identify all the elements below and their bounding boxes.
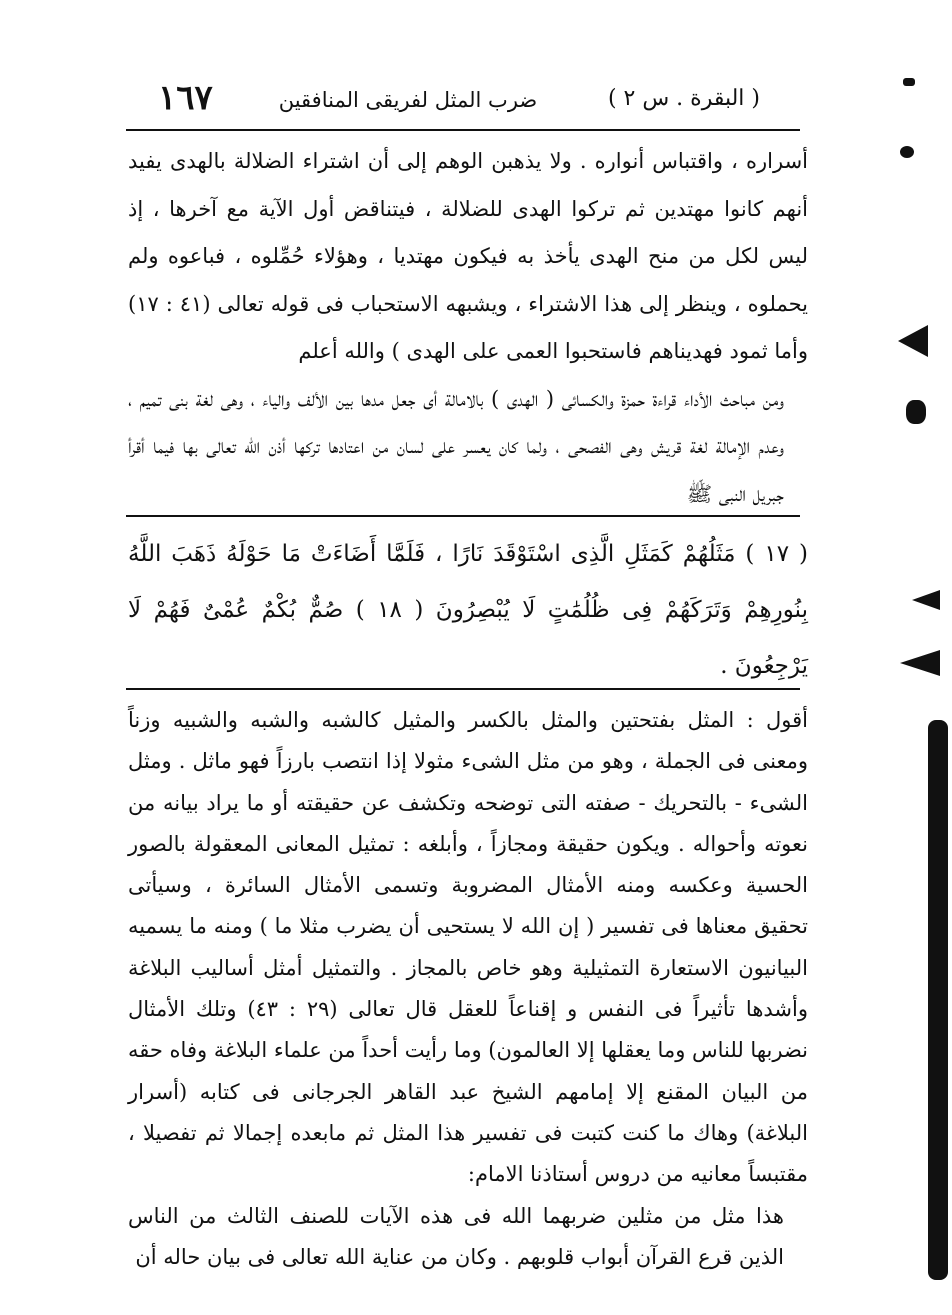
commentary-paragraph: أسراره ، واقتباس أنواره . ولا يذهبن الوهم إلى أن اشتراء الضلالة بالهدى يفيد أنهم كانوا مهتدين ثم تركوا الهدى للضلالة ، فيتناقض أول الآية مع آخرها ، إذ ليس لكل من منح الهدى يأخذ به فيكون مهتديا ، وهؤلاء حُمِّلوه ، فباعوه ولم يحملوه ، وينظر إلى هذا الاشتراء ، ويشبهه الاستحباب فى قوله تعالى (٤١ : ١٧) وأما ثمود فهديناهم فاستحبوا العمى على الهدى ) والله أعلم bbox=[128, 149, 809, 363]
quran-verse-block bbox=[128, 526, 808, 694]
verse-bottom-rule bbox=[126, 688, 800, 690]
scan-mark bbox=[900, 650, 940, 676]
scan-mark bbox=[906, 400, 926, 424]
commentary-paragraph: ومن مباحث الأداء قراءة حمزة والكسائى ( الهدى ) بالامالة أى جعل مدها بين الألف والياء ، وهى لغة بنى تميم ، وعدم الإمالة لغة قريش وهى الفصحى ، ولما كان يعسر على لسان من اعتادها تركها أذن الله تعالى بها فيما أقرأ جبريل النبى ﷺ bbox=[128, 386, 784, 506]
commentary-section-1 bbox=[128, 138, 808, 518]
quran-verse-text: ( ١٧ ) مَثَلُهُمْ كَمَثَلِ الَّذِى اسْتَوْقَدَ نَارًا ، فَلَمَّا أَضَاءَتْ مَا حَوْلَهُ ذَهَبَ اللَّهُ بِنُورِهِمْ وَتَرَكَهُمْ فِى ظُلُمَٰتٍ لَا يُبْصِرُونَ ( ١٨ ) صُمٌّ بُكْمٌ عُمْىٌ فَهُمْ لَا يَرْجِعُونَ . bbox=[128, 541, 808, 679]
commentary-section-2 bbox=[128, 700, 808, 1278]
surah-reference: ( البقرة . س ٢ ) bbox=[607, 86, 760, 111]
page-header bbox=[128, 78, 800, 126]
commentary-paragraph: هذا مثل من مثلين ضربهما الله فى هذه الآيات للصنف الثالث من الناس الذين قرع القرآن أبواب قلوبهم . وكان من عناية الله تعالى فى بيان حاله أن bbox=[128, 1203, 784, 1269]
scan-mark bbox=[898, 325, 928, 357]
running-title: ضرب المثل لفريقى المنافقين bbox=[278, 88, 538, 112]
scan-mark bbox=[900, 146, 914, 158]
header-rule bbox=[126, 129, 800, 131]
verse-top-rule bbox=[126, 515, 800, 517]
page-number: ١٦٧ bbox=[158, 78, 213, 118]
scan-mark bbox=[903, 78, 915, 86]
commentary-paragraph: أقول : المثل بفتحتين والمثل بالكسر والمثيل كالشبه والشبه والشبيه وزناً ومعنى فى الجملة ، وهو من مثل الشىء مثولا إذا انتصب بارزاً فهو ماثل . ومثل الشىء - بالتحريك - صفته التى توضحه وتكشف عن حقيقته أو ما يراد بيانه من نعوته وأحواله . ويكون حقيقة ومجازاً ، وأبلغه : تمثيل المعانى المعقولة بالصور الحسية وعكسه ومنه الأمثال المضروبة وتسمى الأمثال السائرة ، وسيأتى تحقيق معناها فى تفسير ( إن الله لا يستحيى أن يضرب مثلا ما ) ومنه ما يسميه البيانيون الاستعارة التمثيلية وهو خاص بالمجاز . والتمثيل أمثل أساليب البلاغة وأشدها تأثيراً فى النفس و إقناعاً للعقل قال تعالى (٢٩ : ٤٣) وتلك الأمثال نضربها للناس وما يعقلها إلا العالمون) وما رأيت أحداً من علماء البلاغة وفاه حقه من البيان المقنع إلا إمامهم الشيخ عبد القاهر الجرجانى فى كتابه (أسرار البلاغة) وهاك ما كنت كتبت فى تفسير هذا المثل ثم مابعده إجمالا ثم تفصيلا ، مقتبساً معانيه من دروس أستاذنا الامام: bbox=[128, 708, 808, 1187]
scan-mark bbox=[912, 590, 940, 610]
scan-edge-shadow bbox=[928, 720, 948, 1280]
